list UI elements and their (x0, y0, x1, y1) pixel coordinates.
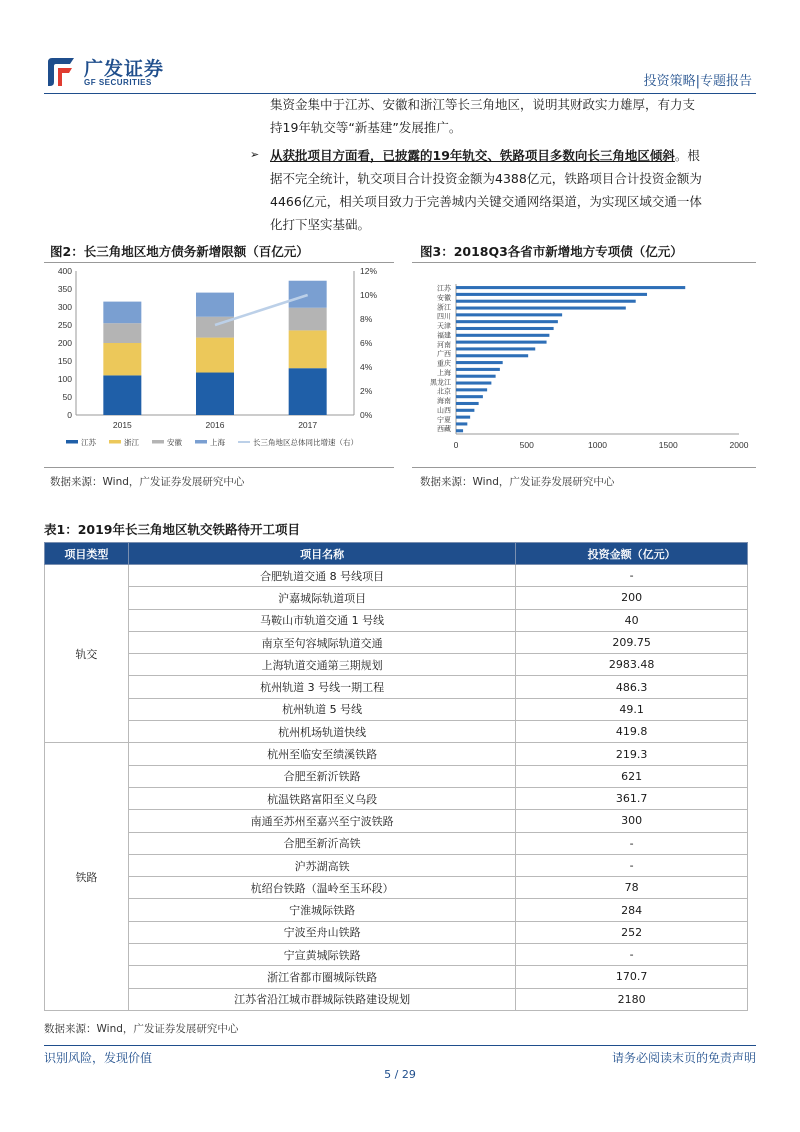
bar (456, 402, 479, 405)
table-row (45, 698, 748, 720)
bullet-icon: ➢ (250, 148, 260, 161)
bar (456, 416, 470, 419)
legend-label: 安徽 (167, 438, 182, 447)
bar (456, 382, 491, 385)
legend-label: 江苏 (81, 438, 96, 447)
investment-amount-cell: - (516, 565, 748, 587)
project-type-cell: 铁路 (45, 743, 129, 1011)
investment-amount-cell: 621 (516, 765, 748, 787)
bar (456, 327, 554, 330)
table-body (45, 565, 748, 1011)
project-table (44, 542, 748, 1011)
paragraph-2-line-4: 化打下坚实基础。 (270, 217, 371, 232)
figure-3-top-rule (412, 262, 756, 263)
y2-tick-label: 8% (360, 314, 373, 324)
project-name-cell: 江苏省沿江城市群城际铁路建设规划 (128, 988, 515, 1010)
investment-amount-cell: - (516, 944, 748, 966)
project-type-cell: 轨交 (45, 565, 129, 743)
table-row (45, 899, 748, 921)
footer-slogan: 识别风险，发现价值 (44, 1051, 153, 1065)
investment-amount-cell: 486.3 (516, 676, 748, 698)
category-label: 福建 (437, 332, 451, 340)
y-tick-label: 250 (57, 320, 72, 330)
legend-label: 上海 (210, 438, 225, 447)
investment-amount-cell: 219.3 (516, 743, 748, 765)
x-tick-label: 2015 (112, 420, 132, 430)
project-name-cell: 宁波至舟山铁路 (128, 921, 515, 943)
y-tick-label: 150 (57, 356, 72, 366)
category-label: 宁夏 (437, 416, 451, 424)
investment-amount-cell: 361.7 (516, 787, 748, 809)
investment-amount-cell: 300 (516, 810, 748, 832)
investment-amount-cell: 40 (516, 609, 748, 631)
table-row (45, 743, 748, 765)
figure-2-title: 图2：长三角地区地方债务新增限额（百亿元） (50, 244, 309, 259)
page-header (44, 52, 756, 94)
report-section: 投资策略|专题报告 (643, 74, 752, 89)
project-name-cell: 杭州轨道 5 号线 (128, 698, 515, 720)
paragraph-2-line-2: 据不完全统计，轨交项目合计投资金额为4388亿元，铁路项目合计投资金额为 (270, 171, 702, 186)
project-name-cell: 杭温铁路富阳至义乌段 (128, 787, 515, 809)
gf-securities-logo (44, 54, 174, 90)
bar (456, 334, 549, 337)
project-name-cell: 南京至句容城际轨道交通 (128, 631, 515, 653)
category-label: 上海 (437, 369, 451, 377)
table-row (45, 654, 748, 676)
investment-amount-cell: 419.8 (516, 721, 748, 743)
category-label: 山西 (437, 407, 451, 415)
project-name-cell: 宁宣黄城际铁路 (128, 944, 515, 966)
bar (456, 293, 647, 296)
bar (456, 429, 463, 432)
bar (456, 300, 636, 303)
header-investment-amount: 投资金额（亿元） (516, 543, 748, 565)
bar (456, 409, 474, 412)
project-name-cell: 马鞍山市轨道交通 1 号线 (128, 609, 515, 631)
bar-segment (289, 330, 327, 368)
paragraph-2-line-1 (270, 144, 756, 167)
investment-amount-cell: 170.7 (516, 966, 748, 988)
bar (456, 347, 535, 350)
table-row (45, 587, 748, 609)
table-row (45, 565, 748, 587)
bar (456, 388, 487, 391)
category-label: 海南 (437, 398, 451, 406)
header-project-type: 项目类型 (45, 543, 129, 565)
footer-rule (44, 1045, 756, 1046)
project-name-cell: 宁淮城际铁路 (128, 899, 515, 921)
bar-segment (103, 302, 141, 324)
bar (456, 395, 483, 398)
table-row (45, 676, 748, 698)
x-tick-label: 2000 (729, 440, 749, 450)
project-name-cell: 浙江省都市圈城际铁路 (128, 966, 515, 988)
table-row (45, 966, 748, 988)
figure-3-horizontal-bar-chart (412, 264, 756, 454)
x-tick-label: 2016 (205, 420, 225, 430)
figure-3-title: 图3：2018Q3各省市新增地方专项债（亿元） (420, 244, 683, 259)
legend-swatch (195, 440, 207, 444)
investment-amount-cell: 2983.48 (516, 654, 748, 676)
table-row (45, 988, 748, 1010)
figure-2-top-rule (44, 262, 394, 263)
y-tick-label: 350 (57, 284, 72, 294)
table-row (45, 810, 748, 832)
paragraph-2-line-3: 4466亿元，相关项目致力于完善城内关键交通网络渠道，为实现区域交通一体 (270, 194, 702, 209)
table-row (45, 631, 748, 653)
x-tick-label: 500 (519, 440, 534, 450)
investment-amount-cell: 2180 (516, 988, 748, 1010)
bar-segment (196, 338, 234, 373)
project-name-cell: 合肥至新沂铁路 (128, 765, 515, 787)
project-name-cell: 合肥轨道交通 8 号线项目 (128, 565, 515, 587)
investment-amount-cell: 252 (516, 921, 748, 943)
project-name-cell: 合肥至新沂高铁 (128, 832, 515, 854)
legend-label: 浙江 (124, 438, 139, 447)
x-tick-label: 2017 (298, 420, 318, 430)
y-tick-label: 200 (57, 338, 72, 348)
category-label: 安徽 (437, 294, 451, 302)
bar-segment (289, 368, 327, 415)
paragraph-1-line-1: 集资金集中于江苏、安徽和浙江等长三角地区，说明其财政实力雄厚，有力支 (270, 97, 696, 112)
project-name-cell: 上海轨道交通第三期规划 (128, 654, 515, 676)
logo-icon (44, 56, 78, 88)
bar-segment (289, 308, 327, 331)
y2-tick-label: 12% (360, 266, 378, 276)
project-name-cell: 杭州至临安至绩溪铁路 (128, 743, 515, 765)
table-row (45, 944, 748, 966)
bar (456, 361, 503, 364)
project-name-cell: 南通至苏州至嘉兴至宁波铁路 (128, 810, 515, 832)
footer-disclaimer: 请务必阅读末页的免责声明 (611, 1051, 756, 1065)
y-tick-label: 100 (57, 374, 72, 384)
category-label: 北京 (437, 388, 451, 396)
category-label: 广西 (437, 351, 451, 359)
y-tick-label: 50 (62, 392, 72, 402)
page-number: 5 / 29 (384, 1068, 416, 1081)
project-name-cell: 沪苏湖高铁 (128, 854, 515, 876)
paragraph-1-line-2: 持19年轨交等“新基建”发展推广。 (270, 120, 462, 135)
x-tick-label: 0 (453, 440, 459, 450)
paragraph-2-tail: 。根 (674, 148, 700, 163)
figure-3-source: 数据来源：Wind，广发证券发展研究中心 (420, 476, 615, 488)
category-label: 重庆 (437, 360, 451, 368)
bar (456, 320, 558, 323)
bar-segment (196, 373, 234, 415)
figure-2-bottom-rule (44, 467, 394, 468)
table-row (45, 854, 748, 876)
y2-tick-label: 10% (360, 290, 378, 300)
project-name-cell: 沪嘉城际轨道项目 (128, 587, 515, 609)
table-row (45, 921, 748, 943)
bar-segment (103, 375, 141, 415)
bar (456, 286, 685, 289)
table-row (45, 609, 748, 631)
category-label: 浙江 (437, 304, 451, 312)
category-label: 江苏 (437, 285, 451, 293)
legend-swatch (66, 440, 78, 444)
table-row (45, 721, 748, 743)
project-name-cell: 杭州机场轨道快线 (128, 721, 515, 743)
bar (456, 375, 496, 378)
category-label: 西藏 (437, 426, 451, 434)
bar (456, 341, 547, 344)
table-1-title: 表1：2019年长三角地区轨交铁路待开工项目 (44, 522, 300, 537)
y2-tick-label: 4% (360, 362, 373, 372)
project-name-cell: 杭州轨道 3 号线一期工程 (128, 676, 515, 698)
investment-amount-cell: 49.1 (516, 698, 748, 720)
figure-2-stacked-bar-chart (44, 264, 396, 454)
category-label: 黑龙江 (430, 379, 451, 387)
y-tick-label: 0 (67, 410, 72, 420)
bar-segment (289, 281, 327, 308)
investment-amount-cell: 284 (516, 899, 748, 921)
bar (456, 422, 467, 425)
table-1-source: 数据来源：Wind，广发证券发展研究中心 (44, 1023, 239, 1035)
y-tick-label: 300 (57, 302, 72, 312)
table-row (45, 832, 748, 854)
bar-segment (196, 293, 234, 317)
investment-amount-cell: 209.75 (516, 631, 748, 653)
table-row (45, 765, 748, 787)
table-row (45, 877, 748, 899)
x-tick-label: 1000 (588, 440, 607, 450)
table-header-row (45, 543, 748, 565)
figure-2-source: 数据来源：Wind，广发证券发展研究中心 (50, 476, 245, 488)
logo-english: GF SECURITIES (84, 78, 152, 87)
y2-tick-label: 0% (360, 410, 373, 420)
figure-3-bottom-rule (412, 467, 756, 468)
category-label: 天津 (437, 323, 451, 331)
bar (456, 354, 528, 357)
y-tick-label: 400 (57, 266, 72, 276)
y2-tick-label: 6% (360, 338, 373, 348)
y2-tick-label: 2% (360, 386, 373, 396)
paragraph-2-highlight: 从获批项目方面看，已披露的19年轨交、铁路项目多数向长三角地区倾斜 (270, 148, 675, 163)
bar (456, 313, 562, 316)
investment-amount-cell: - (516, 832, 748, 854)
bar-segment (103, 343, 141, 375)
investment-amount-cell: 200 (516, 587, 748, 609)
legend-swatch (109, 440, 121, 444)
header-project-name: 项目名称 (128, 543, 515, 565)
investment-amount-cell: 78 (516, 877, 748, 899)
category-label: 河南 (437, 341, 451, 349)
bar-segment (103, 323, 141, 343)
x-tick-label: 1500 (658, 440, 678, 450)
legend-label: 长三角地区总体同比增速（右） (253, 438, 358, 447)
legend-swatch (152, 440, 164, 444)
project-name-cell: 杭绍台铁路（温岭至玉环段） (128, 877, 515, 899)
category-label: 四川 (437, 313, 451, 321)
bar (456, 368, 500, 371)
investment-amount-cell: - (516, 854, 748, 876)
bar (456, 307, 626, 310)
table-row (45, 787, 748, 809)
logo-chinese: 广发证券 (84, 58, 165, 80)
